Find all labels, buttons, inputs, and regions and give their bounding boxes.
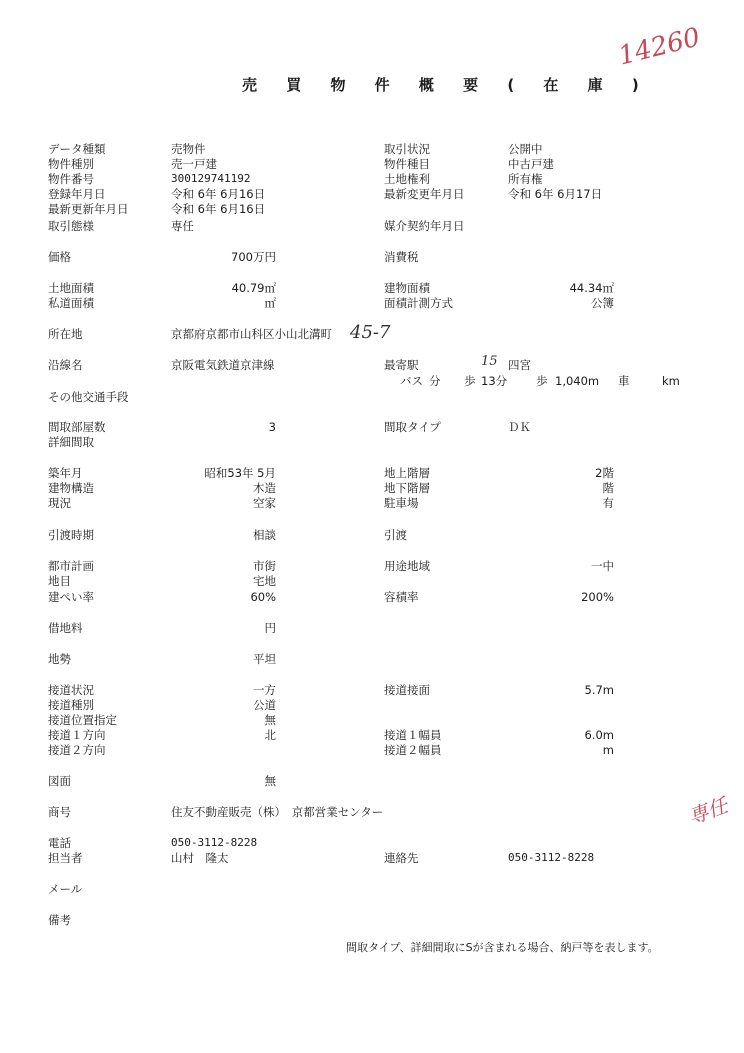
value-land-category: 宅地 <box>253 574 276 588</box>
label-handover: 引渡 <box>384 528 407 542</box>
label-company: 商号 <box>48 805 71 819</box>
label-road1-dir: 接道１方向 <box>48 728 106 742</box>
handwritten-stamp: 専任 <box>685 792 731 830</box>
label-property-item: 物件種目 <box>384 157 430 171</box>
label-line: 沿線名 <box>48 358 83 372</box>
label-handover-time: 引渡時期 <box>48 528 94 542</box>
handwritten-lot: 45-7 <box>350 322 391 343</box>
value-phone: 050-3112-8228 <box>171 836 258 849</box>
label-other-transport: その他交通手段 <box>48 390 129 404</box>
label-phone: 電話 <box>48 836 71 850</box>
value-person: 山村 隆太 <box>171 851 229 865</box>
label-car-unit: km <box>662 374 680 388</box>
value-last-updated: 令和 6年 6月16日 <box>171 202 266 216</box>
value-line: 京阪電気鉄道京津線 <box>171 358 275 372</box>
handwritten-number: 14260 <box>615 22 704 72</box>
label-last-changed: 最新変更年月日 <box>384 187 465 201</box>
value-floors-below: 階 <box>602 481 614 495</box>
value-road-type: 公道 <box>253 698 276 712</box>
label-deal-status: 取引状況 <box>384 142 430 156</box>
value-zoning: 一中 <box>591 559 614 573</box>
value-land-right: 所有権 <box>508 172 543 186</box>
label-last-updated: 最新更新年月日 <box>48 202 129 216</box>
value-road2-width: m <box>602 743 614 757</box>
label-road-status: 接道状況 <box>48 683 94 697</box>
value-property-item: 中古戸建 <box>508 157 554 171</box>
label-property-class: 物件種別 <box>48 157 94 171</box>
label-structure: 建物構造 <box>48 481 94 495</box>
value-built: 昭和53年 5月 <box>204 466 276 480</box>
value-rooms: 3 <box>268 420 276 434</box>
value-handover-time: 相談 <box>253 528 276 542</box>
value-data-type: 売物件 <box>171 142 206 156</box>
label-drawing: 図面 <box>48 774 71 788</box>
value-status: 空家 <box>253 496 276 510</box>
value-road1-dir: 北 <box>264 728 276 742</box>
label-building-area: 建物面積 <box>384 281 430 295</box>
value-road-designation: 無 <box>264 713 276 727</box>
label-status: 現況 <box>48 496 71 510</box>
label-price: 価格 <box>48 250 71 264</box>
label-lease-fee: 借地料 <box>48 621 83 635</box>
value-area-method: 公簿 <box>591 296 614 310</box>
label-land-area: 土地面積 <box>48 281 94 295</box>
label-road1-width: 接道１幅員 <box>384 728 442 742</box>
label-far: 容積率 <box>384 590 419 604</box>
label-land-category: 地目 <box>48 574 71 588</box>
value-last-changed: 令和 6年 6月17日 <box>508 187 603 201</box>
value-terrain: 平坦 <box>253 652 276 666</box>
value-structure: 木造 <box>253 481 276 495</box>
label-agency-date: 媒介契約年月日 <box>384 219 465 233</box>
label-contact: 連絡先 <box>384 851 419 865</box>
value-private-road-area: ㎡ <box>264 296 276 310</box>
label-terrain: 地勢 <box>48 652 71 666</box>
value-deal-status: 公開中 <box>508 142 543 156</box>
label-private-road-area: 私道面積 <box>48 296 94 310</box>
value-contact: 050-3112-8228 <box>508 851 595 864</box>
value-coverage: 60% <box>250 590 276 604</box>
label-property-no: 物件番号 <box>48 172 94 186</box>
label-registered: 登録年月日 <box>48 187 106 201</box>
label-road-frontage: 接道接面 <box>384 683 430 697</box>
value-walk-distance: 1,040m <box>555 374 600 388</box>
label-built: 築年月 <box>48 466 83 480</box>
handwritten-bus-fix: 15 <box>481 354 498 369</box>
value-nearest-station: 四宮 <box>508 358 531 372</box>
value-property-class: 売一戸建 <box>171 157 217 171</box>
label-layout-detail: 詳細間取 <box>48 435 94 449</box>
value-floors-above: 2階 <box>595 466 614 480</box>
value-city-plan: 市街 <box>253 559 276 573</box>
value-road-status: 一方 <box>253 683 276 697</box>
label-walk2: 歩 <box>536 374 548 388</box>
value-deal-mode: 専任 <box>171 219 194 233</box>
footnote: 間取タイプ、詳細間取にSが含まれる場合、納戸等を表します。 <box>346 941 659 954</box>
label-area-method: 面積計測方式 <box>384 296 453 310</box>
label-road2-width: 接道２幅員 <box>384 743 442 757</box>
label-bus-min: 分 <box>429 374 441 388</box>
value-location: 京都府京都市山科区小山北溝町 <box>171 327 332 341</box>
label-nearest-station: 最寄駅 <box>384 358 419 372</box>
label-road-type: 接道種別 <box>48 698 94 712</box>
label-deal-mode: 取引態様 <box>48 219 94 233</box>
value-price: 700万円 <box>231 250 276 264</box>
value-property-no: 300129741192 <box>171 172 251 185</box>
value-lease-fee: 円 <box>264 621 276 635</box>
value-walk-min: 13分 <box>481 374 508 388</box>
label-rooms: 間取部屋数 <box>48 420 106 434</box>
value-layout-type: ＤＫ <box>508 420 531 434</box>
value-registered: 令和 6年 6月16日 <box>171 187 266 201</box>
label-floors-above: 地上階層 <box>384 466 430 480</box>
label-parking: 駐車場 <box>384 496 419 510</box>
label-walk: 歩 <box>464 374 476 388</box>
page-title: 売 買 物 件 概 要 ( 在 庫 ) <box>242 76 651 94</box>
label-road2-dir: 接道２方向 <box>48 743 106 757</box>
label-location: 所在地 <box>48 327 83 341</box>
value-parking: 有 <box>602 496 614 510</box>
label-road-designation: 接道位置指定 <box>48 713 117 727</box>
label-data-type: データ種類 <box>48 142 106 156</box>
value-building-area: 44.34㎡ <box>569 281 614 295</box>
label-email: メール <box>48 882 83 896</box>
value-drawing: 無 <box>264 774 276 788</box>
value-road1-width: 6.0m <box>584 728 614 742</box>
label-coverage: 建ぺい率 <box>48 590 94 604</box>
value-company: 住友不動産販売（株） 京都営業センター <box>171 805 384 819</box>
label-remarks: 備考 <box>48 913 71 927</box>
label-land-right: 土地権利 <box>384 172 430 186</box>
label-floors-below: 地下階層 <box>384 481 430 495</box>
value-road-frontage: 5.7m <box>584 683 614 697</box>
label-zoning: 用途地域 <box>384 559 430 573</box>
value-far: 200% <box>581 590 614 604</box>
label-bus: バス <box>400 374 423 388</box>
label-layout-type: 間取タイプ <box>384 420 441 434</box>
value-land-area: 40.79㎡ <box>231 281 276 295</box>
label-person: 担当者 <box>48 851 83 865</box>
label-car: 車 <box>618 374 630 388</box>
label-city-plan: 都市計画 <box>48 559 94 573</box>
label-consumption-tax: 消費税 <box>384 250 419 264</box>
